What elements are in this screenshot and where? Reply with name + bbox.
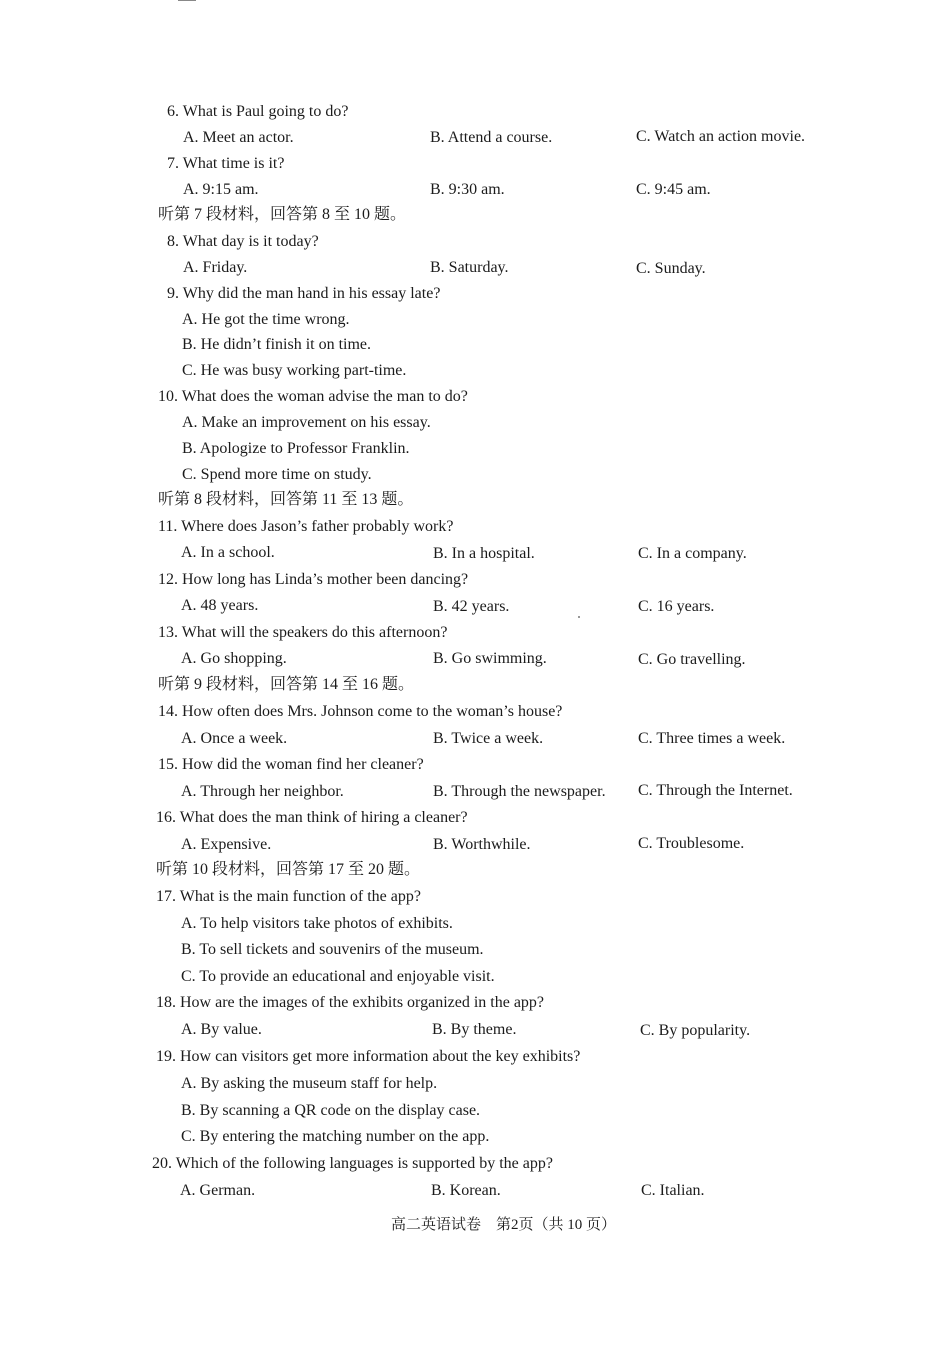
question-11-option-a: A. In a school. (181, 544, 275, 561)
question-13-option-b: B. Go swimming. (433, 650, 547, 667)
question-8-option-b: B. Saturday. (430, 259, 509, 276)
question-15-stem: 15. How did the woman find her cleaner? (158, 756, 424, 773)
question-12-option-c: C. 16 years. (638, 598, 715, 615)
question-7-option-c: C. 9:45 am. (636, 181, 711, 198)
question-18-option-b: B. By theme. (432, 1021, 517, 1038)
question-17-stem: 17. What is the main function of the app? (156, 888, 421, 905)
question-17-option-c: C. To provide an educational and enjoyable visit. (181, 968, 495, 985)
question-8-option-a: A. Friday. (183, 259, 248, 276)
question-12-stem: 12. How long has Linda’s mother been dancing? (158, 571, 469, 588)
section-header-7: 听第 7 段材料，回答第 8 至 10 题。 (158, 206, 407, 223)
question-18-option-a: A. By value. (181, 1021, 262, 1038)
question-6-option-c: C. Watch an action movie. (636, 128, 806, 145)
question-10-option-c: C. Spend more time on study. (182, 466, 372, 483)
question-15-option-c: C. Through the Internet. (638, 782, 793, 799)
question-8-option-c: C. Sunday. (636, 260, 706, 277)
question-8-stem: 8. What day is it today? (167, 233, 319, 250)
question-7-option-b: B. 9:30 am. (430, 181, 505, 198)
question-16-option-a: A. Expensive. (181, 836, 272, 853)
page-footer: 高二英语试卷 第2页（共 10 页） (391, 1217, 617, 1233)
question-13-option-a: A. Go shopping. (181, 650, 287, 667)
question-19-option-c: C. By entering the matching number on the app. (181, 1128, 490, 1145)
question-19-option-b: B. By scanning a QR code on the display case. (181, 1102, 481, 1119)
question-12-option-a: A. 48 years. (181, 597, 259, 614)
question-14-option-a: A. Once a week. (181, 730, 288, 747)
section-header-9: 听第 9 段材料，回答第 14 至 16 题。 (158, 676, 415, 693)
question-19-stem: 19. How can visitors get more information about the key exhibits? (156, 1048, 581, 1065)
question-7-option-a: A. 9:15 am. (183, 181, 259, 198)
question-20-option-b: B. Korean. (431, 1182, 501, 1199)
question-20-option-c: C. Italian. (641, 1182, 705, 1199)
question-14-stem: 14. How often does Mrs. Johnson come to the woman’s house? (158, 703, 563, 720)
question-11-stem: 11. Where does Jason’s father probably work? (158, 518, 454, 535)
question-6-option-a: A. Meet an actor. (183, 129, 294, 146)
question-14-option-c: C. Three times a week. (638, 730, 786, 747)
question-9-option-b: B. He didn’t finish it on time. (182, 336, 372, 353)
scan-speck (578, 616, 580, 618)
section-header-8: 听第 8 段材料，回答第 11 至 13 题。 (158, 491, 414, 508)
question-17-option-b: B. To sell tickets and souvenirs of the museum. (181, 941, 484, 958)
question-17-option-a: A. To help visitors take photos of exhibits. (181, 915, 453, 932)
question-10-option-a: A. Make an improvement on his essay. (182, 414, 431, 431)
scan-mark (178, 0, 196, 1)
question-9-stem: 9. Why did the man hand in his essay late? (167, 285, 441, 302)
question-10-option-b: B. Apologize to Professor Franklin. (182, 440, 410, 457)
question-13-stem: 13. What will the speakers do this afternoon? (158, 624, 448, 641)
question-16-option-b: B. Worthwhile. (433, 836, 531, 853)
question-20-option-a: A. German. (180, 1182, 256, 1199)
question-16-option-c: C. Troublesome. (638, 835, 745, 852)
question-6-option-b: B. Attend a course. (430, 129, 553, 146)
question-15-option-b: B. Through the newspaper. (433, 783, 606, 800)
question-10-stem: 10. What does the woman advise the man to do? (158, 388, 468, 405)
question-12-option-b: B. 42 years. (433, 598, 510, 615)
question-11-option-c: C. In a company. (638, 545, 747, 562)
section-header-10: 听第 10 段材料，回答第 17 至 20 题。 (156, 861, 421, 878)
question-18-option-c: C. By popularity. (640, 1022, 751, 1039)
question-7-stem: 7. What time is it? (167, 155, 285, 172)
question-16-stem: 16. What does the man think of hiring a cleaner? (156, 809, 468, 826)
question-14-option-b: B. Twice a week. (433, 730, 544, 747)
question-6-stem: 6. What is Paul going to do? (167, 103, 349, 120)
question-20-stem: 20. Which of the following languages is supported by the app? (152, 1155, 553, 1172)
question-11-option-b: B. In a hospital. (433, 545, 535, 562)
question-9-option-c: C. He was busy working part-time. (182, 362, 407, 379)
question-9-option-a: A. He got the time wrong. (182, 311, 350, 328)
question-15-option-a: A. Through her neighbor. (181, 783, 344, 800)
question-18-stem: 18. How are the images of the exhibits organized in the app? (156, 994, 545, 1011)
question-13-option-c: C. Go travelling. (638, 651, 746, 668)
question-19-option-a: A. By asking the museum staff for help. (181, 1075, 438, 1092)
